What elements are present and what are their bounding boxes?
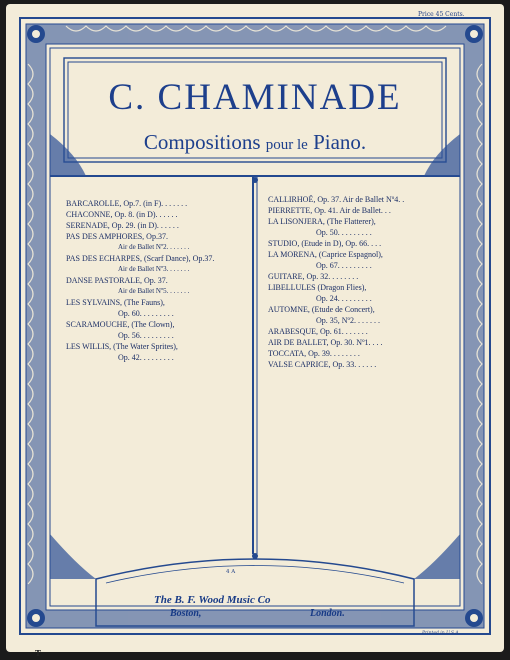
list-item: PAS DES AMPHORES, Op.37.	[66, 232, 168, 241]
list-item: AUTOMNE, (Etude de Concert),	[268, 305, 375, 314]
plate-number: 4 A	[226, 569, 236, 575]
list-item: BARCAROLLE, Op.7. (in F). . . . . . .	[66, 199, 188, 208]
list-item: CALLIRHOË, Op. 37. Air de Ballet Nº4. .	[268, 195, 405, 204]
price-label: Price 45 Cents.	[418, 11, 465, 18]
left-composition-list	[66, 198, 246, 378]
list-item: STUDIO, (Etude in D), Op. 66. . . .	[268, 239, 382, 248]
list-item: SERENADE, Op. 29. (in D). . . . . .	[66, 221, 179, 230]
publisher-name: The B. F. Wood Music Co	[154, 594, 271, 606]
list-item: SCARAMOUCHE, (The Clown),	[66, 320, 175, 329]
list-item: CHACONNE, Op. 8. (in D). . . . . .	[66, 210, 178, 219]
list-item: Op. 35, Nº2. . . . . . .	[316, 316, 381, 325]
subtitle-piano: Piano.	[313, 130, 367, 154]
list-item: PAS DES ECHARPES, (Scarf Dance), Op.37.	[66, 254, 215, 263]
composer-title: C. CHAMINADE	[108, 77, 402, 118]
list-item: ARABESQUE, Op. 61. . . . . . .	[268, 327, 368, 336]
list-item: Op. 60. . . . . . . . .	[118, 309, 174, 318]
list-item: TOCCATA, Op. 39. . . . . . . .	[268, 349, 360, 358]
list-item: AIR DE BALLET, Op. 30. Nº1. . . .	[268, 338, 383, 347]
right-composition-list	[268, 194, 448, 384]
printed-in-label: Printed in U.S.A.	[422, 631, 460, 636]
list-item: GUITARE, Op. 32. . . . . . . .	[268, 272, 359, 281]
list-item: Air de Ballet Nº5. . . . . . .	[118, 287, 190, 295]
list-item: DANSE PASTORALE, Op. 37.	[66, 276, 168, 285]
subtitle-pour-le: pour le	[265, 137, 308, 153]
list-item: Op. 50. . . . . . . . .	[316, 228, 372, 237]
subtitle-compositions: Compositions	[143, 130, 261, 154]
sheet-music-cover	[6, 4, 504, 658]
list-item: Air de Ballet Nº3. . . . . . .	[118, 265, 190, 273]
publisher-city-boston: Boston,	[170, 608, 202, 619]
subtitle	[6, 130, 504, 155]
list-item: LES WILLIS, (The Water Sprites),	[66, 342, 178, 351]
corner-letter-mark: T	[35, 648, 41, 658]
list-item: LES SYLVAINS, (The Fauns),	[66, 298, 165, 307]
list-item: Op. 42. . . . . . . . .	[118, 353, 174, 362]
publisher-city-london: London.	[310, 608, 345, 619]
list-item: Op. 67. . . . . . . . .	[316, 261, 372, 270]
list-item: Op. 24. . . . . . . . .	[316, 294, 372, 303]
list-item: LIBELLULES (Dragon Flies),	[268, 283, 367, 292]
list-item: LA MORENA, (Caprice Espagnol),	[268, 250, 383, 259]
list-item: Air de Ballet Nº2. . . . . . .	[118, 243, 190, 251]
list-item: PIERRETTE, Op. 41. Air de Ballet. . .	[268, 206, 391, 215]
list-item: Op. 56. . . . . . . . .	[118, 331, 174, 340]
list-item: VALSE CAPRICE, Op. 33. . . . . .	[268, 360, 377, 369]
list-item: LA LISONJERA, (The Flatterer),	[268, 217, 376, 226]
